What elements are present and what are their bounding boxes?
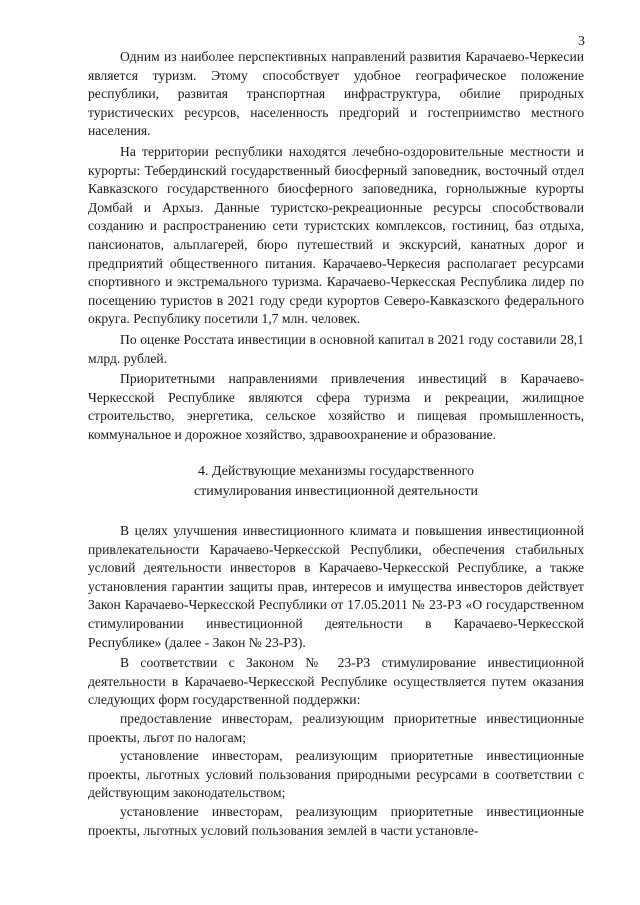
section-heading — [88, 462, 584, 502]
paragraph-priorities: Приоритетными направлениями привлечения инвестиций в Карачаево-Черкесской Республике являются сфера туризма и рекреации, жилищное строительство, энергетика, сельское хозяйство и пищевая промышленность, коммунальное и дорожное хозяйство, здравоохранение и образование. — [88, 371, 584, 442]
list-item-land-use: установление инвесторам, реализующим приоритетные инвестиционные проекты, льготных условий пользования землей в части установле- — [88, 803, 584, 838]
paragraph-law: В целях улучшения инвестиционного климата и повышения инвестиционной привлекательности Карачаево-Черкесской Республики, обеспечения стабильных условий деятельности инвесторов в Карачаево-Черкесской Республике, а также установления гарантии защиты прав, интересов и имущества инвесторов действует Закон Карачаево-Черкесской Республики от 17.05.2011 № 23-РЗ «О государственном стимулировании инвестиционной деятельности в Карачаево-Черкесской Республике» (далее - Закон № 23-РЗ). — [88, 523, 584, 650]
paragraph-tourism: Одним из наиболее перспективных направлений развития Карачаево-Черкесии является туризм. Этому способствует удобное географическое положение республики, развитая транспортная инфраструктура, обилие природных туристических ресурсов, населенность предгорий и гостеприимство местного населения. — [88, 49, 584, 139]
paragraph-rosstat: По оценке Росстата инвестиции в основной капитал в 2021 году составили 28,1 млрд. рублей. — [88, 331, 584, 366]
section-heading-line-1: 4. Действующие механизмы государственного — [197, 464, 474, 479]
intro-text-block — [88, 48, 584, 444]
paragraph-support-forms: В соответствии с Законом № 23-РЗ стимулирование инвестиционной деятельности в Карачаево-Черкесской Республике осуществляется путем оказания следующих форм государственной поддержки: — [88, 655, 584, 708]
page-number: 3 — [578, 34, 585, 49]
paragraph-resorts: На территории республики находятся лечебно-оздоровительные местности и курорты: Тебердинский государственный биосферный заповедник, восточный отдел Кавказского государственного биосферного заповедника, горнолыжные курорты Домбай и Архыз. Данные туристско-рекреационные ресурсы способствовали созданию и распространению сети туристских комплексов, гостиниц, баз отдыха, пансионатов, альплагерей, бюро путешествий и экскурсий, канатных дорог и предприятий общественного питания. Карачаево-Черкесия располагает ресурсами спортивного и экстремального туризма. Карачаево-Черкесская Республика лидер по посещению туристов в 2021 году среди курортов Северо-Кавказского федерального округа. Республику посетили 1,7 млн. человек. — [88, 143, 584, 327]
mechanisms-text-block — [88, 522, 584, 840]
list-item-natural-resources: установление инвесторам, реализующим приоритетные инвестиционные проекты, льготных условий пользования природными ресурсами в соответствии с действующим законодательством; — [88, 748, 584, 801]
list-item-tax-benefits: предоставление инвесторам, реализующим приоритетные инвестиционные проекты, льгот по налогам; — [88, 710, 584, 745]
section-heading-line-2: стимулирования инвестиционной деятельности — [193, 484, 479, 499]
